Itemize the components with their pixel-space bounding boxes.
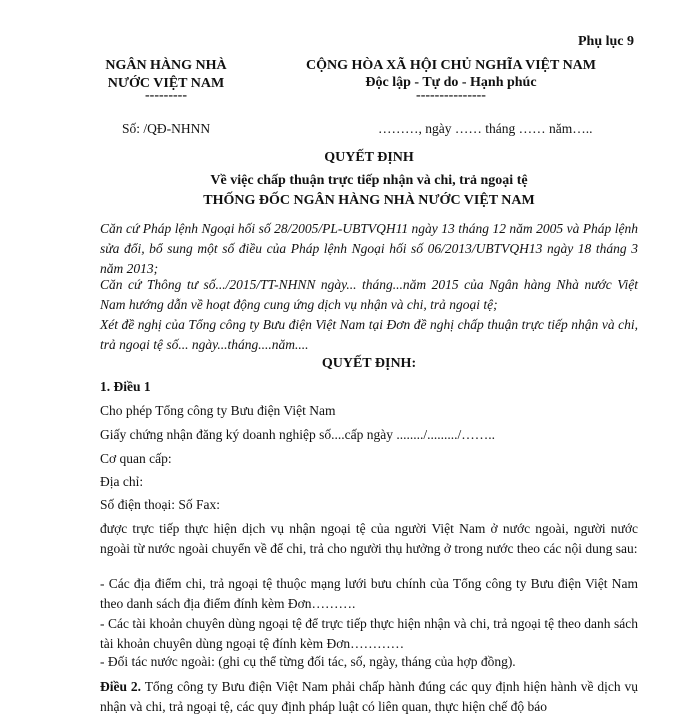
issuer-name-line2: NƯỚC VIỆT NAM — [107, 76, 225, 91]
article-1-agency: Cơ quan cấp: — [100, 451, 172, 466]
legal-basis-1: Căn cứ Pháp lệnh Ngoại hối số 28/2005/PL-UBTVQH11 ngày 13 tháng 12 năm 2005 và Pháp lệnh sửa đổi, bổ sung một số điều của Pháp lệnh Ngoại hối số 06/2013/UBTVQH13 ngày 18 tháng 3 năm 2013; — [100, 221, 638, 276]
issuer-name-line1: NGÂN HÀNG NHÀ — [105, 58, 227, 73]
decision-number: Số: /QĐ-NHNN — [122, 121, 211, 136]
motto-underline: --------------- — [416, 88, 486, 103]
article-2-heading: Điều 2. — [100, 679, 142, 694]
national-motto: Độc lập - Tự do - Hạnh phúc — [365, 75, 537, 90]
article-2-text: Tổng công ty Bưu điện Việt Nam phải chấp hành đúng các quy định hiện hành về dịch vụ nhận và chi, trả ngoại tệ, các quy định pháp luật có liên quan, thực hiện chế độ báo — [100, 679, 638, 714]
appendix-label: Phụ lục 9 — [578, 34, 635, 49]
legal-basis-2: Căn cứ Thông tư số.../2015/TT-NHNN ngày... tháng...năm 2015 của Ngân hàng Nhà nước Việt Nam hướng dẫn về hoạt động cung ứng dịch vụ nhận và chi, trả ngoại tệ; — [100, 277, 638, 312]
decision-subject: Về việc chấp thuận trực tiếp nhận và chi, trả ngoại tệ — [210, 173, 528, 188]
article-1-item-partners: - Đối tác nước ngoài: (ghi cụ thể từng đối tác, số, ngày, tháng của hợp đồng). — [100, 654, 516, 669]
decision-title: QUYẾT ĐỊNH — [324, 150, 414, 165]
decision-heading: QUYẾT ĐỊNH: — [321, 356, 417, 371]
article-1-address: Địa chỉ: — [100, 474, 144, 489]
article-1-item-locations: - Các địa điểm chi, trả ngoại tệ thuộc mạng lưới bưu chính của Tổng công ty Bưu điện Việt Nam theo danh sách địa điểm đính kèm Đơn………. — [100, 576, 638, 611]
article-2 — [100, 677, 638, 717]
issuer-underline: --------- — [145, 88, 187, 103]
issue-date: ………, ngày …… tháng …… năm….. — [378, 121, 593, 136]
article-1-item-accounts: - Các tài khoản chuyên dùng ngoại tệ để trực tiếp thực hiện nhận và chi, trả ngoại tệ theo danh sách tài khoản chuyên dùng ngoại tệ đính kèm Đơn………… — [100, 616, 638, 651]
article-1-phone-fax: Số điện thoại: Số Fax: — [100, 497, 221, 512]
article-1-certificate: Giấy chứng nhận đăng ký doanh nghiệp số....cấp ngày ......../........./…….. — [100, 427, 496, 442]
article-1-scope: được trực tiếp thực hiện dịch vụ nhận ngoại tệ của người Việt Nam ở nước ngoài, người nước ngoài từ nước ngoài chuyển về để chi, trả cho người thụ hưởng ở trong nước theo các nội dung sau: — [100, 521, 638, 556]
article-1-permit: Cho phép Tổng công ty Bưu điện Việt Nam — [100, 403, 336, 418]
legal-basis-3: Xét đề nghị của Tổng công ty Bưu điện Việt Nam tại Đơn đề nghị chấp thuận trực tiếp nhận và chi, trả ngoại tệ số... ngày...tháng....năm.... — [100, 317, 638, 352]
national-title: CỘNG HÒA XÃ HỘI CHỦ NGHĨA VIỆT NAM — [305, 58, 596, 73]
issuing-authority: THỐNG ĐỐC NGÂN HÀNG NHÀ NƯỚC VIỆT NAM — [203, 193, 535, 208]
article-1-heading: 1. Điều 1 — [100, 379, 151, 394]
